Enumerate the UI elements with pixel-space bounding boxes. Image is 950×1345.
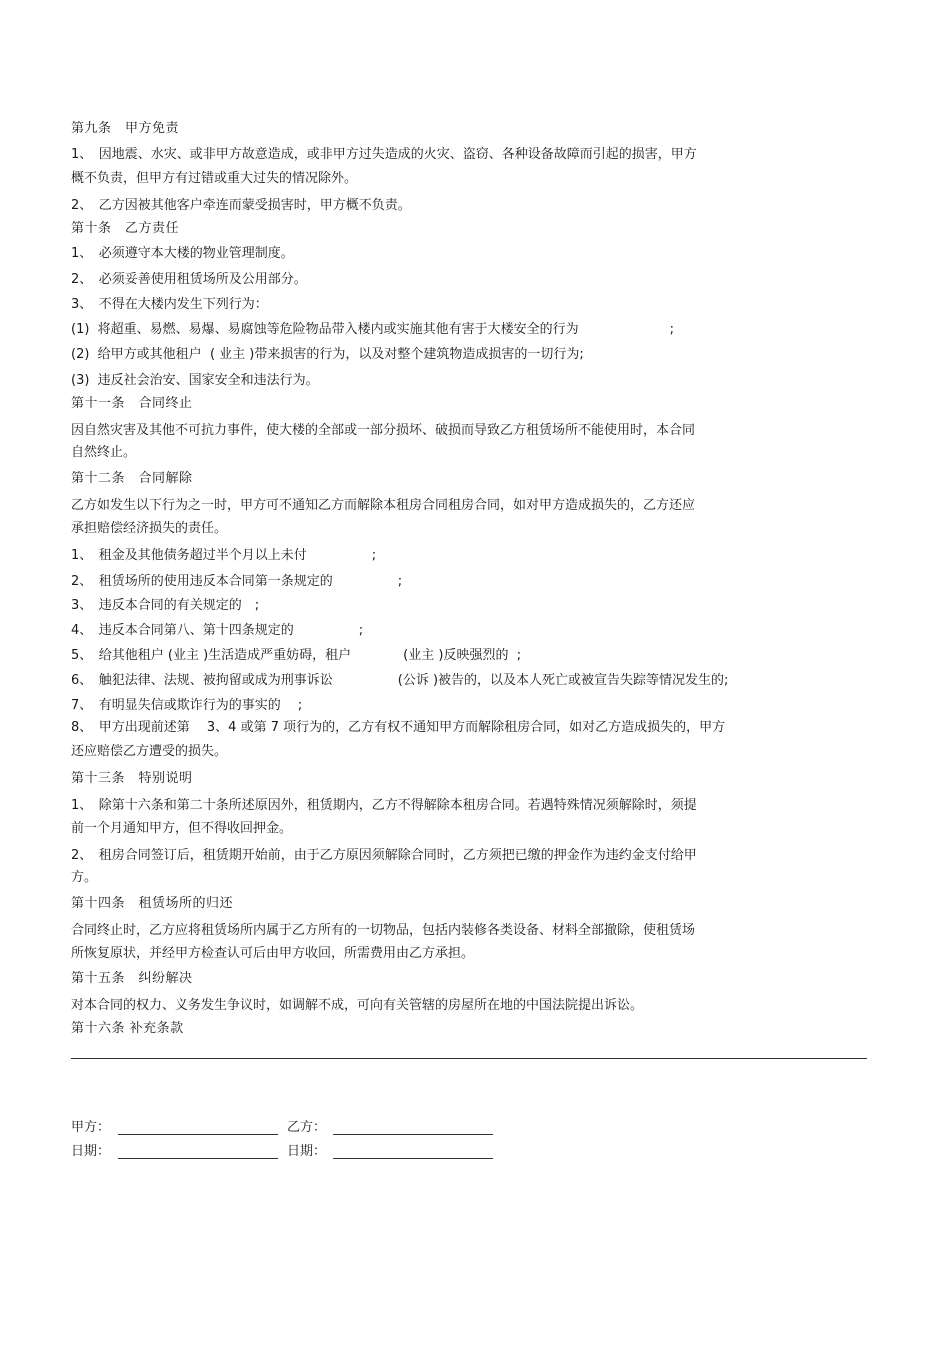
text-line: 2、 租房合同签订后，租赁期开始前，由于乙方原因须解除合同时，乙方须把已缴的押金作为违约金支付给甲 (71, 848, 697, 863)
text-line: 3、 不得在大楼内发生下列行为： (71, 297, 268, 312)
text-line: 1、 因地震、水灾、或非甲方故意造成，或非甲方过失造成的火灾、盗窃、各种设备故障而引起的损害，甲方 (71, 147, 697, 162)
text-line: 4、 违反本合同第八、第十四条规定的 ; (71, 623, 364, 638)
text-line: 所恢复原状，并经甲方检查认可后由甲方收回，所需费用由乙方承担。 (71, 946, 475, 961)
article-heading: 第十四条 租赁场所的归还 (71, 896, 234, 911)
article-heading: 第十六条 补充条款 (71, 1021, 184, 1036)
party-a-label: 甲方： (71, 1120, 111, 1135)
date-b-label: 日期： (287, 1144, 327, 1159)
text-line: 2、 租赁场所的使用违反本合同第一条规定的 ; (71, 574, 403, 589)
text-line: 方。 (71, 870, 98, 885)
text-line: 1、 必须遵守本大楼的物业管理制度。 (71, 246, 294, 261)
text-line: (1) 将超重、易燃、易爆、易腐蚀等危险物品带入楼内或实施其他有害于大楼安全的行为 ; (71, 322, 675, 337)
text-line: 自然终止。 (71, 445, 137, 460)
text-line: (2) 给甲方或其他租户 ( 业主 )带来损害的行为，以及对整个建筑物造成损害的一切行为; (71, 347, 584, 362)
text-line: 因自然灾害及其他不可抗力事件，使大楼的全部或一部分损坏、破损而导致乙方租赁场所不能使用时，本合同 (71, 423, 696, 438)
text-line: 2、 乙方因被其他客户牵连而蒙受损害时，甲方概不负责。 (71, 198, 411, 213)
text-line: 还应赔偿乙方遭受的损失。 (71, 744, 228, 759)
text-line: 7、 有明显失信或欺诈行为的事实的 ; (71, 698, 303, 713)
party-b-signature-blank[interactable] (333, 1134, 493, 1135)
text-line: (3) 违反社会治安、国家安全和违法行为。 (71, 373, 319, 388)
text-line: 2、 必须妥善使用租赁场所及公用部分。 (71, 272, 307, 287)
article-heading: 第十五条 纠纷解决 (71, 971, 193, 986)
party-b-label: 乙方： (287, 1120, 327, 1135)
article-heading: 第十条 乙方责任 (71, 221, 180, 236)
text-line: 前一个月通知甲方，但不得收回押金。 (71, 821, 293, 836)
text-line: 合同终止时，乙方应将租赁场所内属于乙方所有的一切物品，包括内装修各类设备、材料全部撤除，使租赁场 (71, 923, 696, 938)
date-b-blank[interactable] (333, 1158, 493, 1159)
text-line: 概不负责，但甲方有过错或重大过失的情况除外。 (71, 171, 358, 186)
date-a-blank[interactable] (118, 1158, 278, 1159)
date-a-label: 日期： (71, 1144, 111, 1159)
article-heading: 第九条 甲方免责 (71, 121, 180, 136)
text-line: 对本合同的权力、义务发生争议时，如调解不成，可向有关管辖的房屋所在地的中国法院提出诉讼。 (71, 998, 644, 1013)
text-line: 乙方如发生以下行为之一时，甲方可不通知乙方而解除本租房合同租房合同，如对甲方造成损失的，乙方还应 (71, 498, 696, 513)
article-heading: 第十一条 合同终止 (71, 396, 193, 411)
text-line: 1、 除第十六条和第二十条所述原因外，租赁期内，乙方不得解除本租房合同。若遇特殊情况须解除时，须提 (71, 798, 697, 813)
supplementary-terms-line (71, 1058, 867, 1059)
text-line: 8、 甲方出现前述第 3、4 或第 7 项行为的，乙方有权不通知甲方而解除租房合同，如对乙方造成损失的，甲方 (71, 720, 726, 735)
text-line: 5、 给其他租户 (业主 )生活造成严重妨碍，租户 (业主 )反映强烈的 ; (71, 648, 522, 663)
text-line: 承担赔偿经济损失的责任。 (71, 521, 228, 536)
text-line: 6、 触犯法律、法规、被拘留或成为刑事诉讼 (公诉 )被告的，以及本人死亡或被宣告失踪等情况发生的; (71, 673, 729, 688)
article-heading: 第十二条 合同解除 (71, 471, 193, 486)
party-a-signature-blank[interactable] (118, 1134, 278, 1135)
text-line: 3、 违反本合同的有关规定的 ; (71, 598, 260, 613)
article-heading: 第十三条 特别说明 (71, 771, 193, 786)
text-line: 1、 租金及其他债务超过半个月以上未付 ; (71, 548, 377, 563)
